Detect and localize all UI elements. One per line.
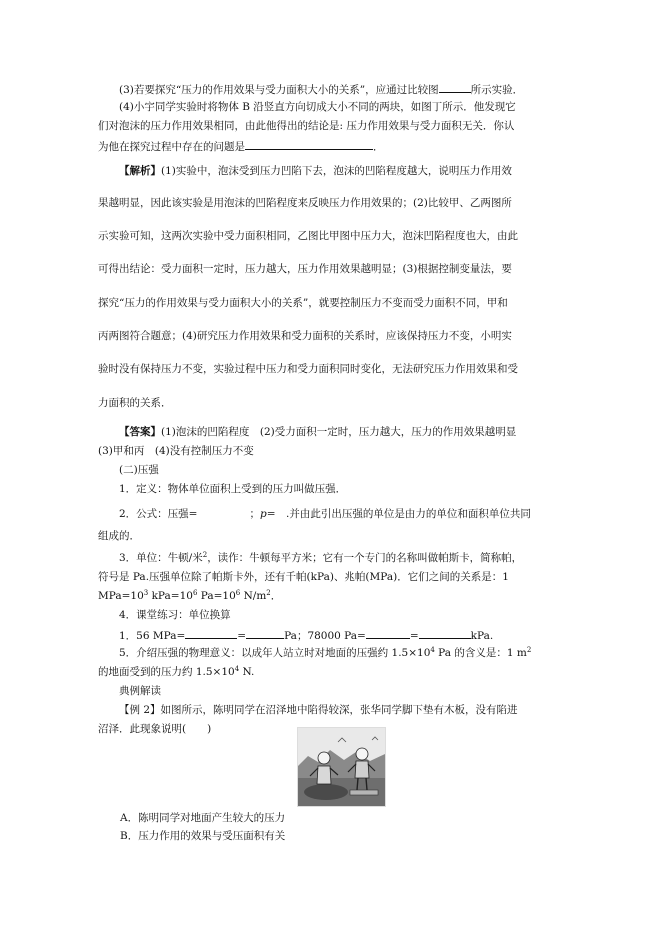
example-line-1: 【例 2】如图所示，陈明同学在沼泽地中陷得较深，张华同学脚下垫有木板，没有陷进 [119, 704, 518, 716]
question-4-line-1: (4)小宇同学实验时将物体 B 沿竖直方向切成大小不同的两块，如图丁所示．他发现它 [119, 101, 516, 113]
unit-line-2: 符号是 Pa.压强单位除了帕斯卡外，还有千帕(kPa)、兆帕(MPa)．它们之间的关系是：1 [98, 571, 509, 583]
analysis-line-7: 验时没有保持压力不变，实验过程中压力和受力面积同时变化，无法研究压力作用效果和受 [98, 363, 518, 375]
answer-blank [246, 627, 284, 639]
analysis-line-4: 可得出结论：受力面积一定时，压力越大，压力作用效果越明显；(3)根据控制变量法，要 [98, 263, 512, 275]
example-title: 典例解读 [119, 685, 161, 697]
swamp-illustration [297, 727, 386, 807]
answer-label: 【答案】 [119, 426, 161, 438]
example-line-2: 沼泽．此现象说明( ) [98, 723, 212, 735]
formula-line-2: 组成的． [98, 530, 140, 542]
swamp-illustration-drawing [298, 728, 385, 806]
analysis-line-1: 【解析】(1)实验中，泡沫受到压力凹陷下去，泡沫的凹陷程度越大，说明压力作用效 [119, 165, 512, 177]
meaning-line-2: 的地面受到的压力约 $1.5\times 10^4$ N. [98, 665, 255, 678]
option-a: A．陈明同学对地面产生较大的压力 [120, 812, 286, 824]
answer-line-1: 【答案】(1)泡沫的凹陷程度 (2)受力面积一定时，压力越大，压力的作用效果越明显 [119, 426, 517, 438]
question-4-line-2: 们对泡沫的压力作用效果相同，由此他得出的结论是: 压力作用效果与受力面积无关．你认 [98, 120, 515, 132]
answer-blank [366, 627, 410, 639]
analysis-line-5: 探究“压力的作用效果与受力面积大小的关系”，就要控制压力不变而受力面积不同，甲和 [98, 297, 508, 309]
unit-line-3: $MPa=10^3$ $kPa=10^6$ $Pa=10^6$ $N/m^2$． [98, 589, 282, 602]
definition: 1．定义：物体单位面积上受到的压力叫做压强． [119, 483, 347, 495]
section-title: (二)压强 [119, 464, 159, 476]
meaning-line-1: 5．介绍压强的物理意义：以成年人站立时对地面的压强约 $1.5\times 10^4$ Pa 的含义是：1 $m^2$ [119, 646, 532, 659]
answer-line-2: (3)甲和丙 (4)没有控制压力不变 [98, 445, 254, 457]
question-4-line-3: 为他在探究过程中存在的问题是 ． [98, 138, 568, 154]
question-3: (3)若要探究“压力的作用效果与受力面积大小的关系”，应通过比较图 所示实验． [119, 81, 568, 97]
option-b: B．压力作用的效果与受压面积有关 [120, 830, 286, 842]
conversion-line: 1．56 MPa= = Pa；78000 Pa= = kPa. [119, 627, 568, 643]
practice-title: 4．课堂练习：单位换算 [119, 609, 231, 621]
analysis-line-2: 果越明显，因此该实验是用泡沫的凹陷程度来反映压力作用效果的；(2)比较甲、乙两图所 [98, 197, 512, 209]
formula-line: 2．公式：压强= ；p= .并由此引出压强的单位是由力的单位和面积单位共同 [119, 508, 531, 520]
example-label: 【例 2】 [119, 704, 161, 716]
analysis-line-3: 示实验可知，这两次实验中受力面积相同，乙图比甲图中压力大，泡沫凹陷程度也大，由此 [98, 230, 518, 242]
analysis-line-6: 丙两图符合题意；(4)研究压力作用效果和受力面积的关系时，应该保持压力不变，小明实 [98, 330, 512, 342]
unit-line-1: 3．单位：牛顿/米$^2$，读作：牛顿每平方米；它有一个专门的名称叫做帕斯卡，简称帕， [119, 551, 523, 564]
answer-blank [245, 138, 373, 150]
analysis-line-8: 力面积的关系． [98, 397, 172, 409]
answer-blank [439, 81, 471, 93]
answer-blank [419, 627, 471, 639]
analysis-label: 【解析】 [119, 165, 161, 177]
answer-blank [185, 627, 237, 639]
